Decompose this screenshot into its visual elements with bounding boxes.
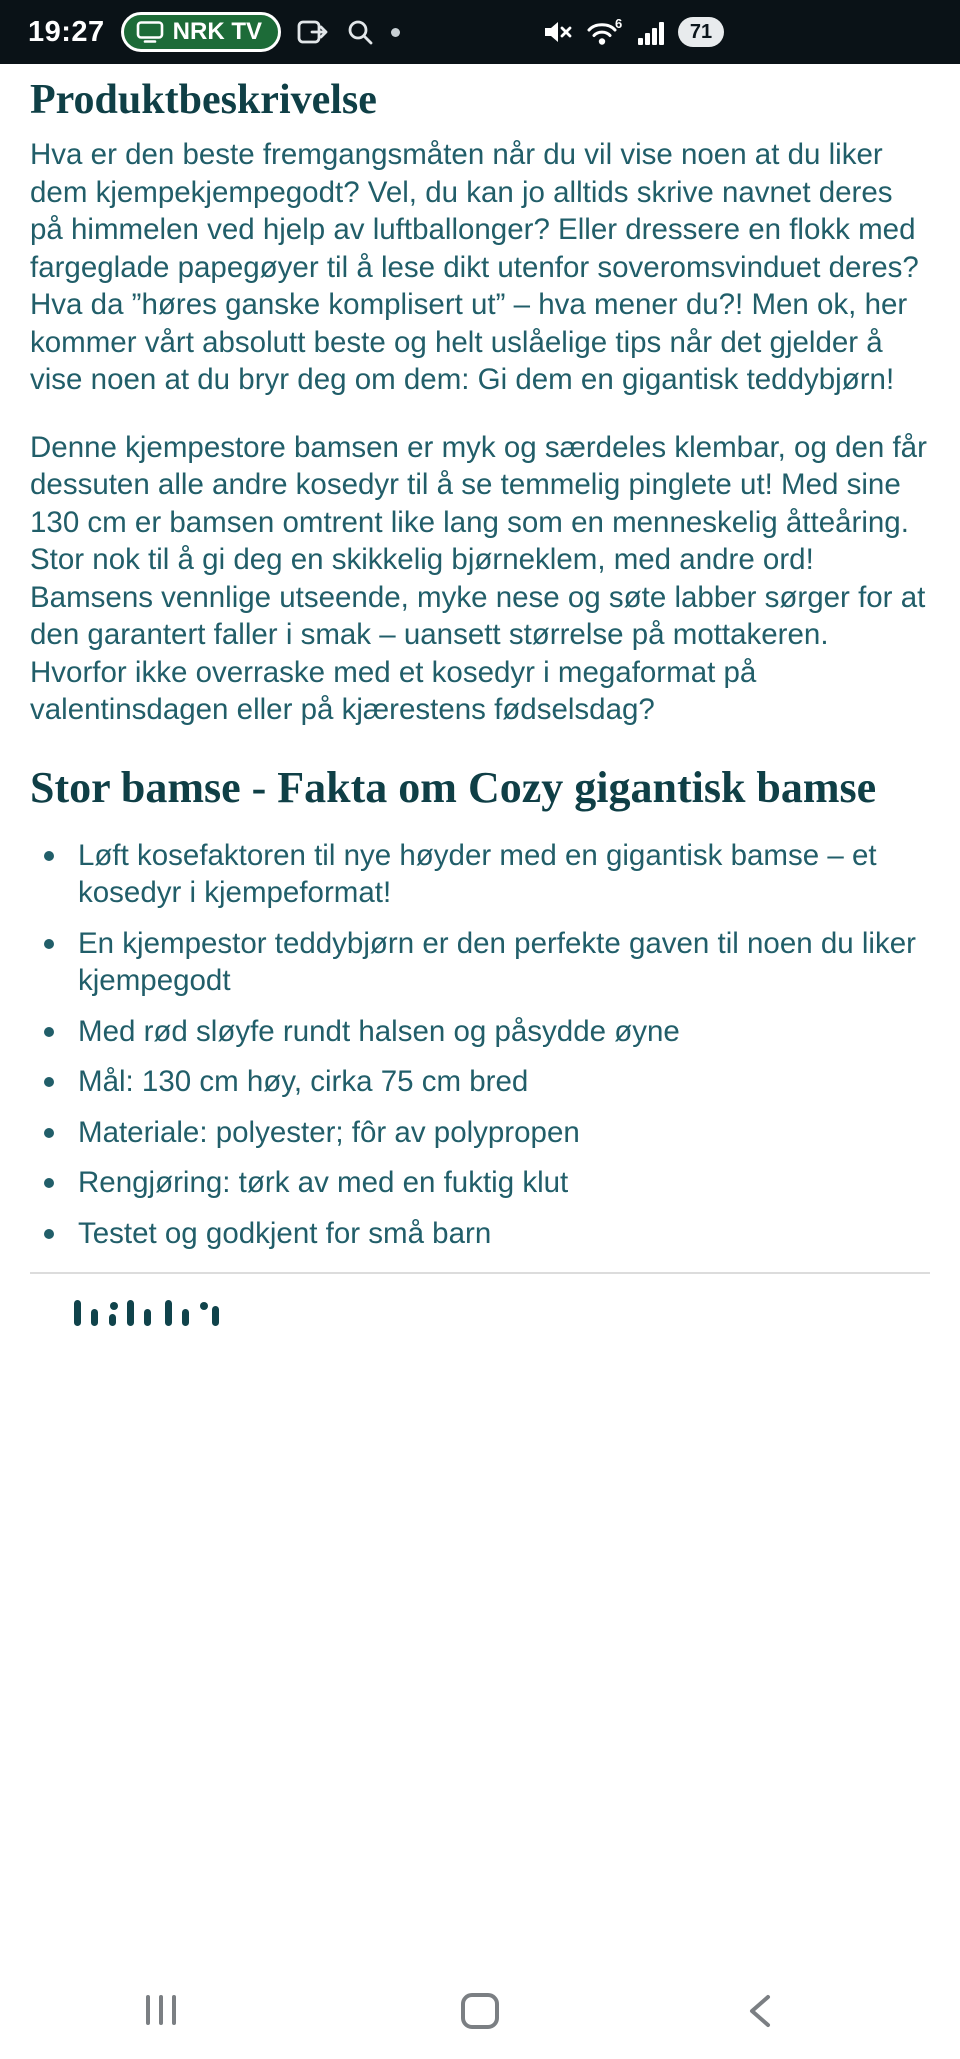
list-item-text: Mål: 130 cm høy, cirka 75 cm bred [78, 1065, 529, 1099]
list-item-text: Materiale: polyester; fôr av polypropen [78, 1115, 580, 1149]
app-pill-label: NRK TV [172, 18, 263, 45]
list-item-text: Testet og godkjent for små barn [78, 1216, 492, 1250]
app-return-pill[interactable] [121, 12, 281, 52]
glyph-stroke [212, 1306, 219, 1326]
glyph-dot [110, 1302, 118, 1310]
facts-heading: Stor bamse - Fakta om Cozy gigantisk bamse [30, 762, 877, 812]
product-description-section [0, 64, 960, 1326]
signal-icon [636, 18, 666, 46]
section-title: Produktbeskrivelse [30, 77, 377, 123]
battery-indicator [678, 17, 724, 47]
battery-percent: 71 [689, 20, 713, 43]
list-item [30, 1013, 930, 1051]
list-item-text: Med rød sløyfe rundt halsen og påsydde øyne [78, 1014, 680, 1048]
glyph-stroke [144, 1309, 151, 1326]
glyph-stroke [91, 1309, 98, 1326]
screen-capture-icon [297, 17, 329, 47]
svg-text:6: 6 [615, 17, 623, 31]
list-item [30, 1215, 930, 1253]
bullet-marker [44, 1027, 54, 1037]
list-item [30, 1114, 930, 1152]
status-bar-right [542, 0, 724, 64]
list-item-text: Løft kosefaktoren til nye høyder med en gigantisk bamse – et kosedyr i kjempeformat! [78, 838, 877, 910]
notification-dot [391, 28, 400, 37]
tv-icon [136, 20, 164, 44]
home-button[interactable] [461, 1993, 499, 2029]
bullet-marker [44, 1178, 54, 1188]
recents-icon [146, 1995, 150, 2025]
glyph-dot [200, 1302, 208, 1310]
list-item-text: Rengjøring: tørk av med en fuktig klut [78, 1166, 569, 1200]
list-item [30, 925, 930, 1000]
section-divider [30, 1272, 930, 1274]
clock: 19:27 [28, 15, 105, 48]
description-paragraph-1: Hva er den beste fremgangsmåten når du vil vise noen at du liker dem kjempekjempegodt? Vel, du kan jo alltids skrive navnet deres på himmelen ved hjelp av luftballonger? Eller dressere en flokk med fargeglade papegøyer til å lese dikt utenfor soveromsvinduet deres? Hva da ”høres ganske komplisert ut” – hva mener du?! Men ok, her kommer vårt absolutt beste og helt uslåelige tips når det gjelder å vise noen at du bryr deg om dem: Gi dem en gigantisk teddybjørn! [30, 138, 919, 397]
bullet-marker [44, 1077, 54, 1087]
back-chevron-icon [744, 1991, 778, 2031]
bullet-marker [44, 1229, 54, 1239]
wifi-6-icon [586, 17, 624, 47]
bullet-marker [44, 939, 54, 949]
recents-button[interactable] [146, 1995, 176, 2025]
facts-list [30, 837, 930, 1253]
glyph-stroke [109, 1314, 116, 1326]
list-item [30, 837, 930, 912]
list-item [30, 1063, 930, 1101]
glyph-stroke [165, 1300, 172, 1326]
status-bar-left [0, 12, 400, 52]
list-item-text: En kjempestor teddybjørn er den perfekte gaven til noen du liker kjempegodt [78, 926, 916, 998]
search-icon [345, 17, 375, 47]
bullet-marker [44, 1128, 54, 1138]
glyph-stroke [127, 1300, 134, 1326]
status-bar [0, 0, 960, 64]
navigation-bar [0, 1963, 960, 2059]
description-paragraph-2: Denne kjempestore bamsen er myk og særdeles klembar, og den får dessuten alle andre kosedyr til å se temmelig pinglete ut! Med sine 130 cm er bamsen omtrent like lang som en menneskelig åtteåring. Stor nok til å gi deg en skikkelig bjørneklem, med andre ord! Bamsens vennlige utseende, myke nese og søte labber sørger for at den garantert faller i smak – uansett størrelse på mottakeren. Hvorfor ikke overraske med et kosedyr i megaformat på valentinsdagen eller på kjærestens fødselsdag? [30, 430, 927, 727]
glyph-stroke [182, 1309, 189, 1326]
clipped-text-fragment [30, 1300, 930, 1326]
mute-icon [542, 18, 574, 46]
glyph-stroke [74, 1300, 81, 1326]
back-button[interactable] [744, 1991, 778, 2036]
list-item [30, 1164, 930, 1202]
bullet-marker [44, 851, 54, 861]
